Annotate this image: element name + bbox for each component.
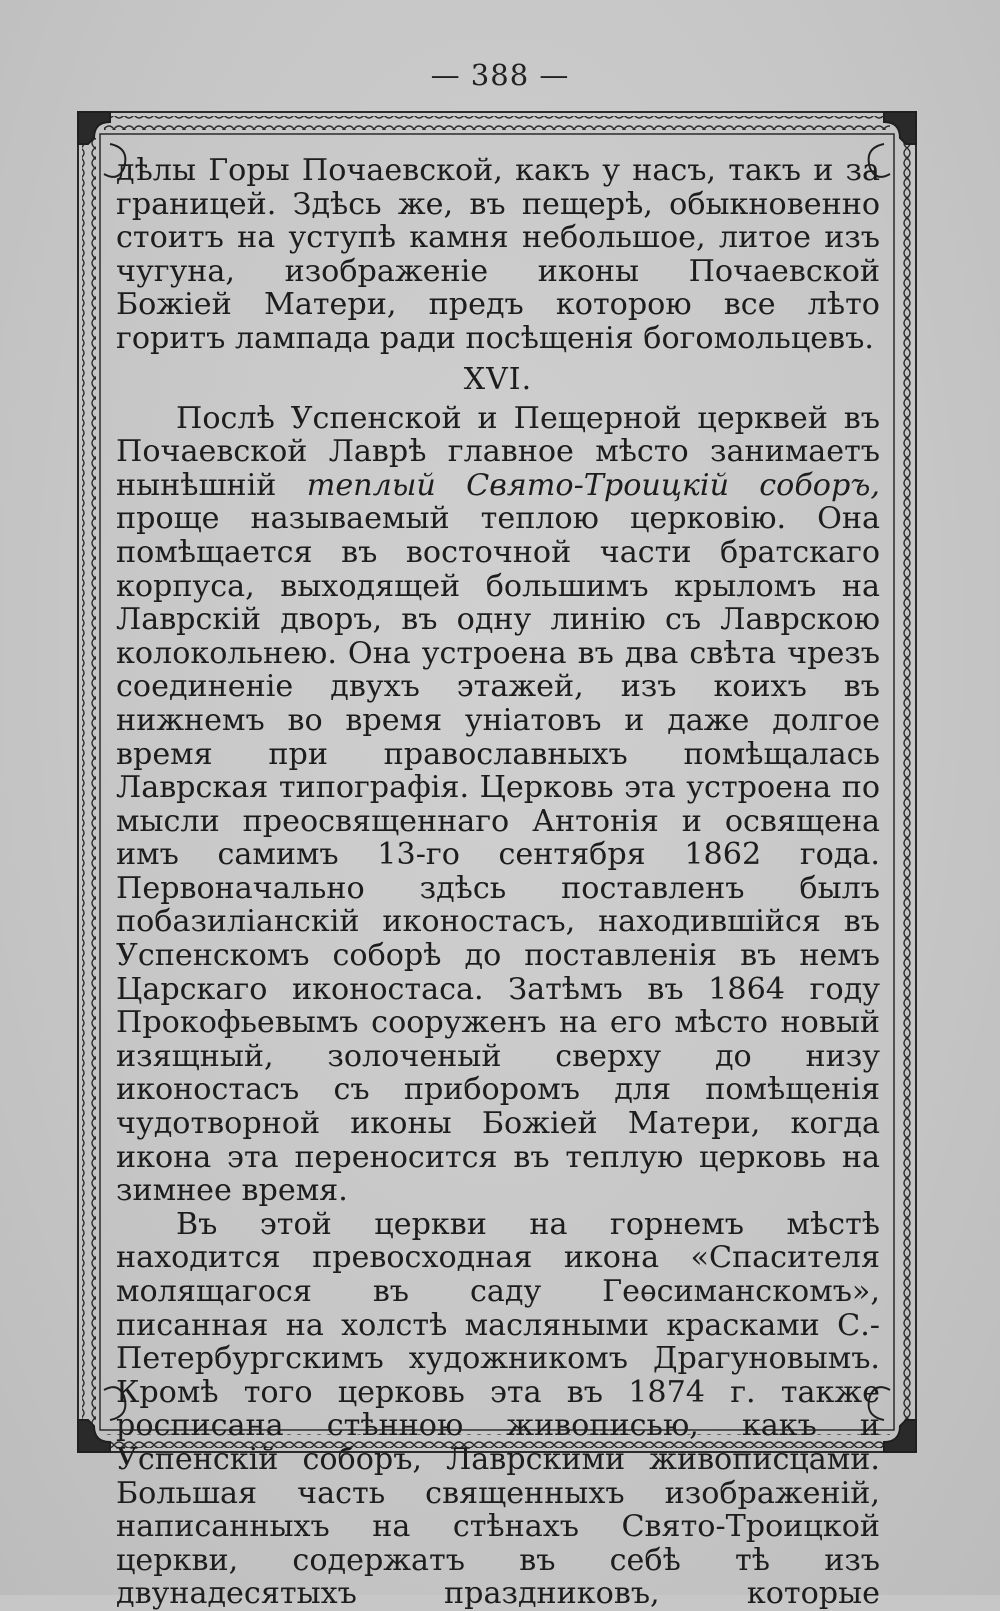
main-text — [116, 154, 880, 1611]
section-heading: XVI. — [463, 361, 533, 397]
paragraph-2-rest: проще называемый теплою церковію. Она помѣщается въ восточной части братскаго корпуса, выходящей большимъ крыломъ на Лаврскій дворъ, въ одну линію съ Лаврскою колокольнею. Она устроена въ два свѣта чрезъ соединеніе двухъ этажей, изъ коихъ въ нижнемъ во время уніатовъ и даже долгое время при православныхъ помѣщалась Лаврская типографія. Церковь эта устроена по мысли преосвященнаго Антонія и освящена имъ самимъ 13-го сентября 1862 года. Первоначально здѣсь поставленъ былъ побазиліанскій иконостасъ, находившійся въ Успенскомъ соборѣ до поставленія въ немъ Царскаго иконостаса. Затѣмъ въ 1864 году Прокофьевымъ сооруженъ на его мѣсто новый изящный, золоченый сверху до низу иконостасъ съ приборомъ для помѣщенія чудотворной иконы Божіей Матери, когда икона эта переносится въ теплую церковь на зимнее время. — [116, 501, 880, 1209]
paragraph-2 — [116, 402, 880, 1208]
paragraph-3: Въ этой церкви на горнемъ мѣстѣ находится превосходная икона «Спасителя молящагося въ саду Геѳсиманскомъ», писанная на холстѣ масляными красками С.-Петербургскимъ художникомъ Драгуновымъ. Кромѣ того церковь эта въ 1874 г. также росписана стѣнною живописью, какъ и Успенскій соборъ, Лаврскими живописцами. Большая часть священныхъ изображеній, написанныхъ на стѣнахъ Свято-Троицкой церкви, содержатъ въ себѣ тѣ изъ двунадесятыхъ праздниковъ, которые — [116, 1206, 880, 1611]
paragraph-2-italic: теплый Свято-Троицкій соборъ, — [306, 467, 881, 503]
page-number: — 388 — — [430, 58, 570, 92]
paragraph-1: дѣлы Горы Почаевской, какъ у насъ, такъ и за границей. Здѣсь же, въ пещерѣ, обыкновенно стоитъ на уступѣ камня небольшое, литое изъ чугуна, изображеніе иконы Почаевской Божіей Матери, предъ которою все лѣто горитъ лампада ради посѣщенія богомольцевъ. — [116, 153, 880, 356]
paragraph-2-start: Послѣ Успенской и Пещерной церквей въ Почаевской Лаврѣ главное мѣсто занимаетъ нынѣшній — [116, 400, 880, 503]
